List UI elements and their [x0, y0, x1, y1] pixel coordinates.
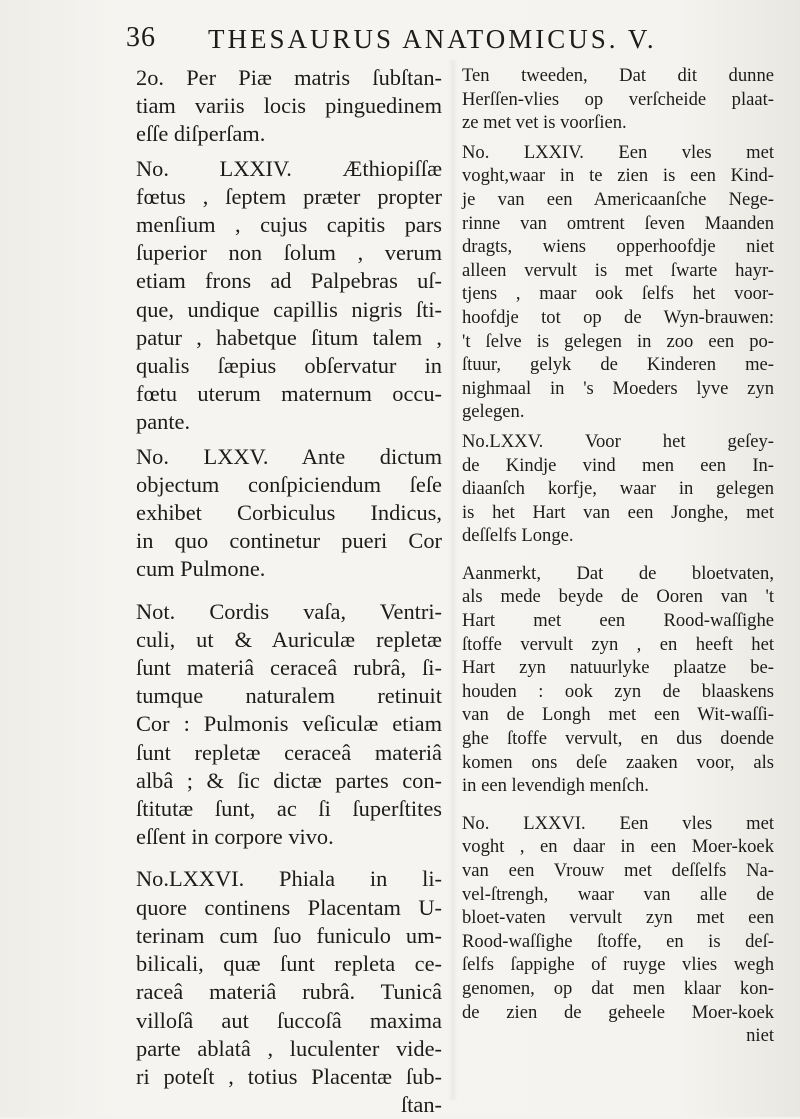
dutch-text-line: houden : ook zyn de blaaskens — [462, 680, 774, 702]
dutch-paragraph — [462, 141, 774, 424]
dutch-text-line: hoofdje tot op de Wyn-brauwen: — [462, 306, 774, 328]
dutch-text-line: je van een Americaanſche Nege- — [462, 188, 774, 210]
latin-text-line: in quo continetur pueri Cor — [136, 528, 442, 554]
latin-text-line: terinam cum ſuo funiculo um- — [136, 922, 442, 948]
dutch-text-line: nighmaal in 's Moeders lyve zyn — [462, 377, 774, 399]
dutch-text-line: genomen, op dat men klaar kon- — [462, 977, 774, 999]
dutch-text-line: gelegen. — [462, 401, 525, 423]
dutch-text-line: ghe ſtoffe vervult, en dus doende — [462, 728, 774, 750]
dutch-text-line: Rood-waſſighe ſtoffe, en is deſ- — [462, 930, 774, 952]
column-gutter — [448, 60, 458, 1100]
dutch-text-line: ſtoffe vervult zyn , en heeft het — [462, 633, 774, 655]
latin-text-line: ſuperior non ſolum , verum — [136, 240, 442, 266]
dutch-text-line: deſſelfs Longe. — [462, 525, 574, 547]
page-header — [126, 22, 766, 62]
dutch-text-line: Ten tweeden, Dat dit dunne — [462, 65, 774, 86]
latin-text-line: ri poteſt , totius Placentæ ſub- — [136, 1063, 442, 1089]
dutch-text-line: alleen vervult is met ſwarte hayr- — [462, 259, 774, 281]
dutch-paragraph — [462, 812, 774, 1048]
latin-text-line: 2o. Per Piæ matris ſubſtan- — [136, 65, 442, 90]
dutch-text-line: in een levendigh menſch. — [462, 775, 649, 797]
dutch-text-line: is het Hart van een Jonghe, met — [462, 501, 774, 523]
dutch-text-line: No.LXXV. Voor het geſey- — [462, 430, 774, 452]
latin-text-line: No. LXXIV. Æthiopiſſæ — [136, 155, 442, 181]
latin-text-line: patur , habetque ſitum talem , — [136, 324, 442, 350]
latin-paragraph — [136, 155, 442, 437]
latin-text-line: bilicali, quæ ſunt repleta ce- — [136, 951, 442, 977]
dutch-text-line: als mede beyde de Ooren van 't — [462, 586, 774, 608]
running-title: THESAURUS ANATOMICUS. V. — [208, 24, 657, 54]
dutch-text-line: tjens , maar ook ſelfs het voor- — [462, 283, 774, 305]
latin-text-line: fœtus , ſeptem præter propter — [136, 183, 442, 209]
dutch-text-line: ſtuur, gelyk de Kinderen me- — [462, 354, 774, 376]
latin-text-line: objectum conſpiciendum ſeſe — [136, 471, 442, 497]
dutch-text-line: voght , en daar in een Moer-koek — [462, 836, 774, 858]
latin-text-line: Not. Cordis vaſa, Ventri- — [136, 598, 442, 624]
dutch-text-line: ze met vet is voorſien. — [462, 112, 627, 134]
latin-text-line: eſſe diſperſam. — [136, 121, 266, 147]
latin-text-line: albâ ; & ſic dictæ partes con- — [136, 767, 442, 793]
latin-text-line: Cor : Pulmonis veſiculæ etiam — [136, 711, 442, 737]
dutch-text-line: dragts, wiens opperhoofdje niet — [462, 236, 774, 258]
page-number: 36 — [126, 22, 156, 53]
dutch-text-line: de zien de geheele Moer-koek — [462, 1001, 774, 1023]
latin-text-line: No.LXXVI. Phiala in li- — [136, 866, 442, 892]
latin-text-line: raceâ materiâ rubrâ. Tunicâ — [136, 979, 442, 1005]
latin-text-line: No. LXXV. Ante dictum — [136, 443, 442, 469]
latin-text-line: eſſent in corpore vivo. — [136, 824, 334, 850]
dutch-text-line: diaanſch korfje, waar in gelegen — [462, 478, 774, 500]
latin-text-line: ſunt materiâ ceraceâ rubrâ, ſi- — [136, 655, 442, 681]
latin-text-line: fœtu uterum maternum occu- — [136, 381, 442, 407]
latin-text-line: quore continens Placentam U- — [136, 894, 442, 920]
dutch-text-line: ſelfs ſappighe of ruyge vlies wegh — [462, 954, 774, 976]
dutch-text-line: Hart zyn natuurlyke plaatze be- — [462, 657, 774, 679]
dutch-text-line: van een Vrouw met deſſelfs Na- — [462, 860, 774, 881]
dutch-text-line: de Kindje vind men een In- — [462, 454, 774, 476]
dutch-text-line: rinne van omtrent ſeven Maanden — [462, 212, 774, 234]
dutch-text-line: bloet-vaten vervult zyn met een — [462, 907, 774, 929]
dutch-text-line: komen ons deſe zaaken voor, als — [462, 751, 774, 773]
dutch-text-line: voght,waar in te zien is een Kind- — [462, 165, 774, 187]
latin-text-line: pante. — [136, 409, 191, 435]
latin-text-line: exhibet Corbiculus Indicus, — [136, 500, 442, 526]
latin-text-line: tiam variis locis pinguedinem — [136, 93, 442, 119]
paragraph-gap — [136, 851, 442, 865]
dutch-column — [462, 64, 774, 1048]
latin-text-line: ſtitutæ ſunt, ac ſi ſuperſtites — [136, 796, 442, 822]
dutch-paragraph — [462, 64, 774, 135]
latin-column — [136, 64, 442, 1119]
dutch-text-line: Hart met een Rood-waſſighe — [462, 610, 774, 632]
latin-text-line: tumque naturalem retinuit — [136, 683, 442, 709]
paragraph-gap — [462, 798, 774, 812]
latin-text-line: qualis ſæpius obſervatur in — [136, 353, 442, 379]
latin-text-line: que, undique capillis nigris ſti- — [136, 296, 442, 322]
latin-text-line: menſium , cujus capitis pars — [136, 212, 442, 238]
dutch-text-line: niet — [746, 1025, 774, 1047]
latin-paragraph — [136, 598, 442, 852]
dutch-text-line: vel-ſtrengh, waar van alle de — [462, 883, 774, 905]
latin-paragraph — [136, 443, 442, 584]
dutch-text-line: No. LXXIV. Een vles met — [462, 141, 774, 163]
dutch-text-line: Aanmerkt, Dat de bloetvaten, — [462, 562, 774, 584]
dutch-text-line: van de Longh met een Wit-waſſi- — [462, 704, 774, 726]
dutch-paragraph — [462, 562, 774, 798]
dutch-text-line: No. LXXVI. Een vles met — [462, 812, 774, 834]
latin-text-line: cum Pulmone. — [136, 556, 266, 582]
latin-text-line: etiam frons ad Palpebras uſ- — [136, 268, 442, 294]
dutch-text-line: Herſſen-vlies op verſcheide plaat- — [462, 88, 774, 110]
dutch-text-line: 't ſelve is gelegen in zoo een po- — [462, 330, 774, 352]
paragraph-gap — [462, 548, 774, 562]
latin-text-line: ſunt repletæ ceraceâ materiâ — [136, 739, 442, 765]
latin-text-line: parte ablatâ , luculenter vide- — [136, 1035, 442, 1061]
latin-text-line: culi, ut & Auriculæ repletæ — [136, 626, 442, 652]
dutch-paragraph — [462, 430, 774, 548]
latin-text-line: villoſâ aut ſuccoſâ maxima — [136, 1007, 442, 1033]
latin-paragraph — [136, 64, 442, 149]
latin-text-line: ſtan- — [400, 1092, 442, 1118]
paragraph-gap — [136, 584, 442, 598]
latin-paragraph — [136, 865, 442, 1119]
